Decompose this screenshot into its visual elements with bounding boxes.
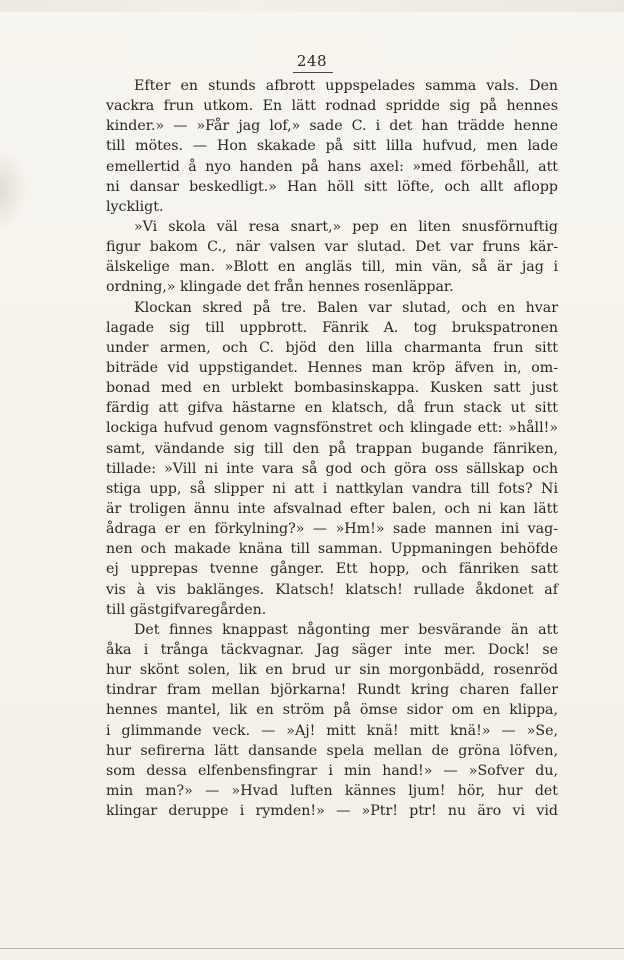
text-line: Klockan skred på tre. Balen var slutad, och en hvar <box>134 299 558 316</box>
text-line: till gästgifvaregården. <box>106 601 267 618</box>
text-line: hur sefirerna lätt dansande spela mellan de gröna löfven, <box>106 742 558 759</box>
text-line: Det finnes knappast någonting mer besvärande än att <box>134 621 558 638</box>
text-line: samt, vändande sig till den på trappan bugande fänriken, <box>106 440 558 457</box>
body-text <box>106 76 558 821</box>
text-line: lockiga hufvud genom vagnsfönstret och klingade ett: »håll!» <box>106 420 558 437</box>
text-line: emellertid å nyo handen på hans axel: »med förbehåll, att <box>106 158 558 175</box>
text-line: färdig att gifva hästarne en klatsch, då frun stack ut sitt <box>106 400 558 417</box>
page-top-edge <box>0 0 624 12</box>
text-line: under armen, och C. bjöd den lilla charmanta frun sitt <box>106 339 558 356</box>
page-number: 248 <box>296 52 328 70</box>
text-line: ni dansar beskedligt.» Han höll sitt löfte, och allt aflopp <box>106 178 558 195</box>
text-line: nen och makade knäna till samman. Uppmaningen behöfde <box>106 541 558 558</box>
text-line: bonad med en urblekt bombasinskappa. Kusken satt just <box>106 380 558 397</box>
text-line: åka i trånga täckvagnar. Jag säger inte mer. Dock! se <box>106 641 558 658</box>
text-line: min man?» — »Hvad luften kännes ljum! hör, hur det <box>106 782 558 799</box>
text-line: kinder.» — »Får jag lof,» sade C. i det han trädde henne <box>106 118 558 135</box>
page-bottom-edge <box>0 948 624 949</box>
text-line: vackra frun utkom. En lätt rodnad spridde sig på hennes <box>106 98 558 115</box>
text-line: till mötes. — Hon skakade på sitt lilla hufvud, men lade <box>106 138 558 155</box>
text-line: ordning,» klingade det från hennes rosenläppar. <box>106 279 454 296</box>
text-line: älskelige man. »Blott en angläs till, min vän, så är jag i <box>106 259 558 276</box>
text-line: är troligen ännu inte afsvalnad efter balen, och ni kan lätt <box>106 500 558 517</box>
page-left-shadow <box>0 150 28 230</box>
text-line: hur skönt solen, lik en brud ur sin morgonbädd, rosenröd <box>106 662 558 679</box>
text-line: vis à vis baklänges. Klatsch! klatsch! rullade åkdonet af <box>106 581 558 598</box>
text-line: klingar deruppe i rymden!» — »Ptr! ptr! nu äro vi vid <box>106 803 558 820</box>
text-line: ej upprepas tvenne gånger. Ett hopp, och fänriken satt <box>106 561 558 578</box>
text-line: figur bakom C., när valsen var slutad. Det var fruns kär- <box>106 239 558 256</box>
text-line: lyckligt. <box>106 198 164 215</box>
text-line: som dessa elfenbensfingrar i min hand!» — »Sofver du, <box>106 762 558 779</box>
page-number-rule <box>293 72 333 73</box>
text-line: i glimmande veck. — »Aj! mitt knä! mitt knä!» — »Se, <box>106 722 558 739</box>
text-line: lagade sig till uppbrott. Fänrik A. tog brukspatronen <box>106 319 558 336</box>
text-line: biträde vid uppstigandet. Hennes man kröp äfven in, om- <box>106 359 558 376</box>
text-line: stiga upp, så slipper ni att i nattkylan vandra till fots? Ni <box>106 480 558 497</box>
text-line: »Vi skola väl resa snart,» pep en liten snusförnuftig <box>134 218 558 235</box>
text-line: tillade: »Vill ni inte vara så god och göra oss sällskap och <box>106 460 558 477</box>
text-line: tindrar fram mellan björkarna! Rundt kring charen faller <box>106 682 558 699</box>
text-line: Efter en stunds afbrott uppspelades samma vals. Den <box>134 78 558 94</box>
text-line: ådraga er en förkylning?» — »Hm!» sade mannen ini vag- <box>106 521 558 538</box>
text-line: hennes mantel, lik en ström på ömse sidor om en klippa, <box>106 702 558 719</box>
